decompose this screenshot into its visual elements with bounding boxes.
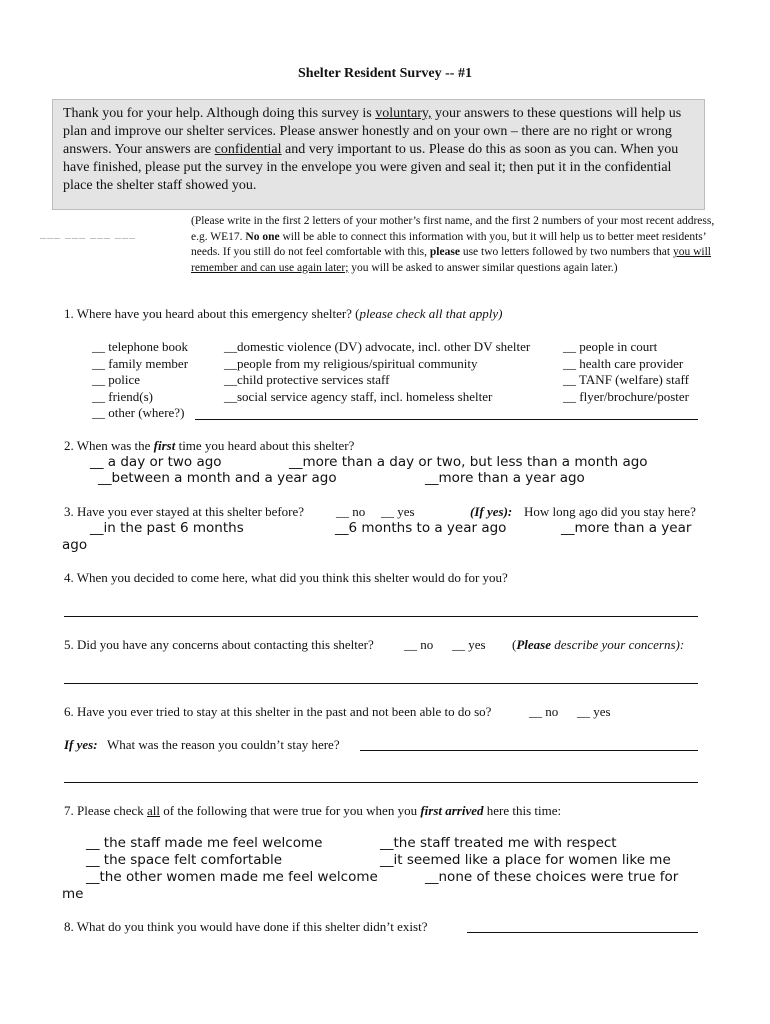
q1-option[interactable]: __child protective services staff bbox=[224, 372, 390, 387]
q1-option[interactable]: __ flyer/brochure/poster bbox=[563, 388, 689, 404]
q6-answer-line[interactable] bbox=[64, 782, 698, 783]
q1-column-3 bbox=[563, 339, 689, 405]
q1-option[interactable]: __ friend(s) bbox=[92, 388, 154, 404]
q1-option[interactable]: __ police bbox=[92, 372, 141, 387]
q2-option[interactable]: __between a month and a year ago bbox=[98, 470, 337, 486]
q1-option[interactable]: __social service agency staff, incl. homeless shelter bbox=[224, 388, 493, 404]
question-7: 7. Please check all of the following that were true for you when you first arrived here this time: bbox=[64, 803, 562, 818]
q7-option[interactable]: __it seemed like a place for women like me bbox=[380, 852, 671, 868]
q6-no-option[interactable]: __ no bbox=[529, 704, 559, 719]
q1-option[interactable]: __ telephone book bbox=[92, 339, 189, 354]
question-8: 8. What do you think you would have done if this shelter didn’t exist? bbox=[64, 919, 428, 934]
q3-follow-up: How long ago did you stay here? bbox=[524, 504, 696, 519]
q3-option[interactable]: __more than a year bbox=[561, 520, 692, 536]
question-1: 1. Where have you heard about this emergency shelter? (please check all that apply) bbox=[64, 306, 503, 321]
q5-no-option[interactable]: __ no bbox=[404, 637, 434, 652]
intro-text: your answers to these questions will help us plan and improve our shelter services. Please answer honestly and on your own – there are no right or wrong answers. Your answers are bbox=[63, 106, 682, 157]
q1-other-answer-line[interactable] bbox=[195, 419, 698, 420]
q3-option-wrap: ago bbox=[62, 537, 88, 553]
question-5: 5. Did you have any concerns about contacting this shelter? bbox=[64, 637, 374, 652]
q3-yes-option[interactable]: __ yes bbox=[381, 504, 415, 519]
q1-option[interactable]: __ people in court bbox=[563, 339, 658, 354]
question-6: 6. Have you ever tried to stay at this shelter in the past and not been able to do so? bbox=[64, 704, 492, 719]
intro-voluntary: voluntary, bbox=[375, 106, 432, 121]
intro-confidential: confidential bbox=[214, 142, 282, 157]
question-4: 4. When you decided to come here, what did you think this shelter would do for you? bbox=[64, 570, 508, 585]
q1-option[interactable]: __ TANF (welfare) staff bbox=[563, 372, 689, 387]
q5-answer-line[interactable] bbox=[64, 683, 698, 684]
resident-code-field[interactable]: ___ ___ ___ ___ bbox=[40, 226, 136, 240]
q1-other-option[interactable]: __ other (where?) bbox=[92, 405, 185, 420]
q7-option[interactable]: __none of these choices were true for bbox=[425, 869, 679, 885]
q6-follow-up: What was the reason you couldn’t stay here? bbox=[107, 737, 340, 752]
q2-option[interactable]: __more than a year ago bbox=[425, 470, 585, 486]
q1-column-1 bbox=[92, 339, 188, 405]
q6-yes-option[interactable]: __ yes bbox=[577, 704, 611, 719]
q7-option[interactable]: __the staff treated me with respect bbox=[380, 835, 617, 851]
q5-please-describe: (Please describe your concerns): bbox=[512, 637, 685, 652]
q7-option[interactable]: __the other women made me feel welcome bbox=[86, 869, 378, 885]
q7-option[interactable]: __ the staff made me feel welcome bbox=[86, 835, 323, 851]
q3-no-option[interactable]: __ no bbox=[336, 504, 366, 519]
q1-option[interactable]: __ family member bbox=[92, 355, 189, 371]
q6-reason-line[interactable] bbox=[360, 750, 698, 751]
q3-option[interactable]: __in the past 6 months bbox=[90, 520, 244, 536]
page-title: Shelter Resident Survey -- #1 bbox=[298, 66, 472, 81]
intro-box bbox=[52, 99, 705, 210]
q8-answer-line[interactable] bbox=[467, 932, 698, 933]
q2-option[interactable]: __more than a day or two, but less than a month ago bbox=[289, 454, 648, 470]
q1-option[interactable]: __ health care provider bbox=[563, 355, 684, 371]
code-instructions: (Please write in the first 2 letters of your mother’s first name, and the first 2 numbers of your most recent address, e.g. WE17. No one will be able to connect this information with you, but it will help us to better meet residents’ needs. If you still do not feel comfortable with this, please use two letters followed by two numbers that you will remember and can use again later; you will be asked to answer similar questions again later.) bbox=[191, 215, 715, 274]
intro-text: and very important to us. Please do this as soon as you can. When you have finished, please put the survey in the envelope you were given and seal it; then put it in the confidential place the shelter staff showed you. bbox=[63, 142, 679, 193]
q1-column-2 bbox=[224, 339, 530, 405]
q6-if-yes-label: If yes: bbox=[64, 737, 98, 752]
q5-yes-option[interactable]: __ yes bbox=[452, 637, 486, 652]
q2-option[interactable]: __ a day or two ago bbox=[90, 454, 222, 470]
q1-option[interactable]: __people from my religious/spiritual community bbox=[224, 355, 478, 371]
intro-text: Thank you for your help. Although doing this survey is bbox=[63, 106, 376, 121]
q7-option-wrap: me bbox=[62, 886, 84, 902]
q3-option[interactable]: __6 months to a year ago bbox=[335, 520, 507, 536]
question-2: 2. When was the first time you heard about this shelter? bbox=[64, 438, 355, 453]
q3-if-yes-label: (If yes): bbox=[470, 504, 513, 519]
question-3: 3. Have you ever stayed at this shelter before? bbox=[64, 504, 305, 519]
q1-option[interactable]: __domestic violence (DV) advocate, incl. other DV shelter bbox=[224, 339, 531, 354]
q7-option[interactable]: __ the space felt comfortable bbox=[86, 852, 283, 868]
q4-answer-line[interactable] bbox=[64, 616, 698, 617]
